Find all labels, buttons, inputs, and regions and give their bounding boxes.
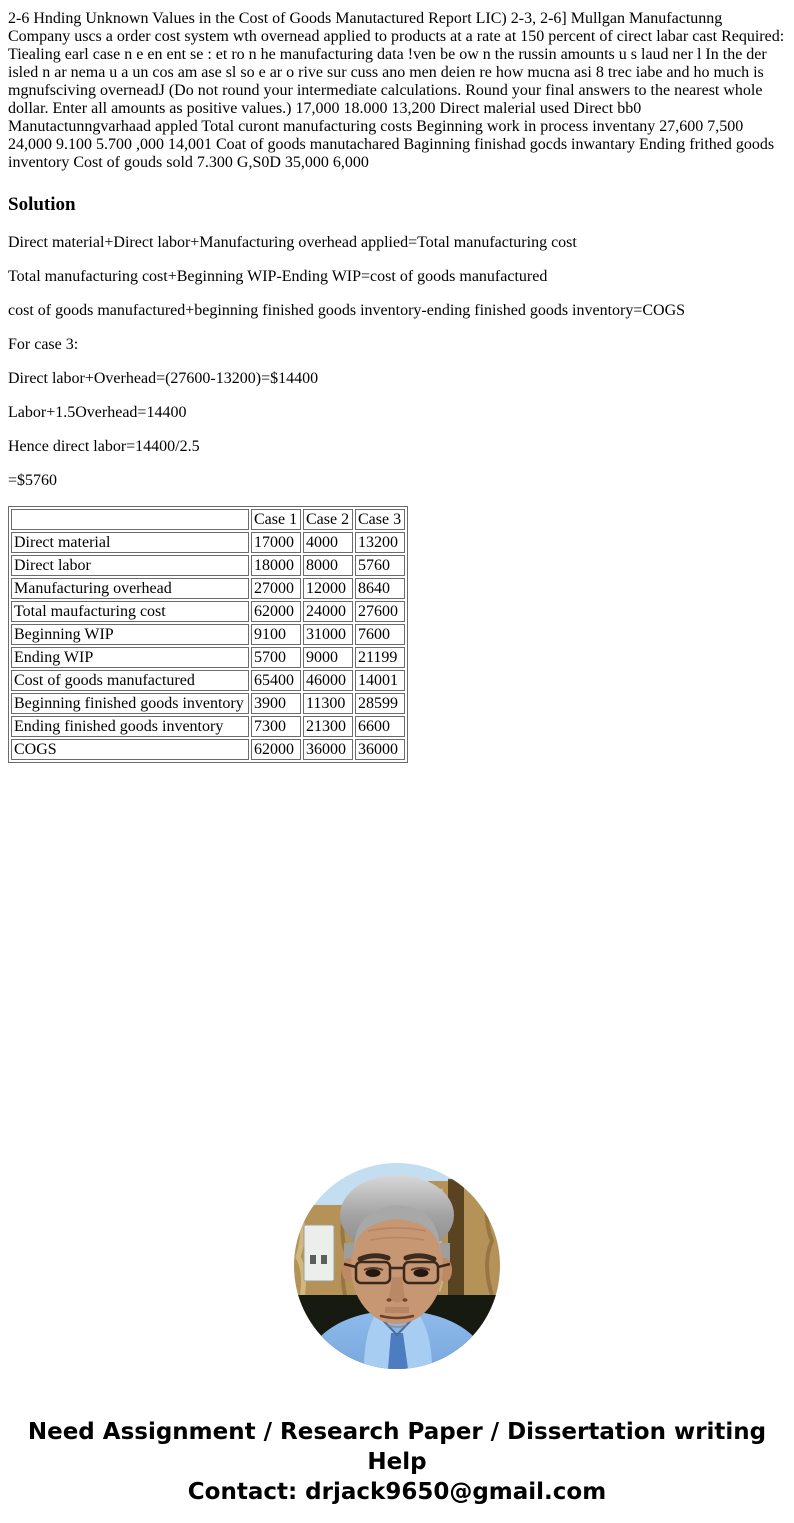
row-label: Ending WIP (11, 647, 249, 668)
row-value: 28599 (355, 693, 405, 714)
solution-line: =$5760 (8, 472, 58, 489)
row-label: Direct labor (11, 555, 249, 576)
row-value: 12000 (303, 578, 353, 599)
table-row (11, 693, 405, 714)
row-value: 17000 (251, 532, 301, 553)
door-frame (448, 1179, 464, 1311)
row-value: 36000 (303, 739, 353, 760)
table-row (11, 624, 405, 645)
profile-photo (294, 1163, 500, 1369)
solution-heading: Solution (8, 194, 76, 215)
row-value: 27600 (355, 601, 405, 622)
table-row (11, 670, 405, 691)
row-value: 65400 (251, 670, 301, 691)
row-value: 7600 (355, 624, 405, 645)
table-header-row (11, 509, 405, 530)
question-text: 2-6 Hnding Unknown Values in the Cost of Goods Manutactured Report LIC) 2-3, 2-6] Mullgan Manufactunng Company uscs a order cost system wth overnead applied to products at a rate at 150 percent of cirect labar cast Required: Tiealing earl case n e en ent se : et ro n he manufacturing data !ven be ow n the russin amounts u s laud ner l In the der isled n ar nema u a un cos am ase sl so e ar o rive sur cuss ano men deien re how mucna asi 8 trec iabe and ho much is mgnufsciving overneadJ (Do not round your intermediate calculations. Round your final answers to the nearest whole dollar. Enter all amounts as positive values.) 17,000 18.000 13,200 Direct malerial used Direct bb0 Manutactunngvarhaad appled Total curont manufacturing costs Beginning work in process inventany 27,600 7,500 24,000 9.100 5.700 ,000 14,001 Coat of goods manutachared Baginning finishad gocds inwantary Ending frithed goods inventory Cost of gouds sold 7.300 G,S0D 35,000 6,000 (8, 10, 785, 171)
row-label: Manufacturing overhead (11, 578, 249, 599)
footer-help-text: Need Assignment / Research Paper / Dissertation writing Help (27, 1419, 767, 1475)
row-value: 6600 (355, 716, 405, 737)
header-case3-cell: Case 3 (355, 509, 405, 530)
cases-table (8, 506, 408, 763)
table-row (11, 647, 405, 668)
row-value: 31000 (303, 624, 353, 645)
header-case2-cell: Case 2 (303, 509, 353, 530)
row-value: 27000 (251, 578, 301, 599)
solution-line: Labor+1.5Overhead=14400 (8, 404, 187, 421)
row-value: 9100 (251, 624, 301, 645)
row-value: 4000 (303, 532, 353, 553)
footer-contact-text: Contact: drjack9650@gmail.com (187, 1479, 607, 1505)
profile-photo-image (294, 1163, 500, 1369)
footer-banner (8, 1417, 786, 1507)
solution-line: For case 3: (8, 336, 79, 353)
row-value: 13200 (355, 532, 405, 553)
row-label: Beginning finished goods inventory (11, 693, 249, 714)
row-value: 5700 (251, 647, 301, 668)
row-value: 9000 (303, 647, 353, 668)
row-value: 62000 (251, 601, 301, 622)
switch-panel (304, 1225, 334, 1281)
header-case1-cell: Case 1 (251, 509, 301, 530)
row-label: Ending finished goods inventory (11, 716, 249, 737)
solution-line: Total manufacturing cost+Beginning WIP-Ending WIP=cost of goods manufactured (8, 268, 548, 285)
row-value: 11300 (303, 693, 353, 714)
row-value: 3900 (251, 693, 301, 714)
row-value: 8000 (303, 555, 353, 576)
row-label: Cost of goods manufactured (11, 670, 249, 691)
row-label: Direct material (11, 532, 249, 553)
row-value: 46000 (303, 670, 353, 691)
row-value: 24000 (303, 601, 353, 622)
row-value: 8640 (355, 578, 405, 599)
header-blank-cell (11, 509, 249, 530)
row-label: Total maufacturing cost (11, 601, 249, 622)
row-value: 7300 (251, 716, 301, 737)
row-value: 21300 (303, 716, 353, 737)
table-row (11, 532, 405, 553)
table-row (11, 739, 405, 760)
row-value: 62000 (251, 739, 301, 760)
row-value: 36000 (355, 739, 405, 760)
solution-line: Direct labor+Overhead=(27600-13200)=$14400 (8, 370, 319, 387)
solution-line: Direct material+Direct labor+Manufacturing overhead applied=Total manufacturing cost (8, 234, 577, 251)
row-value: 21199 (355, 647, 405, 668)
solution-line: Hence direct labor=14400/2.5 (8, 438, 200, 455)
row-label: COGS (11, 739, 249, 760)
row-label: Beginning WIP (11, 624, 249, 645)
row-value: 5760 (355, 555, 405, 576)
table-row (11, 716, 405, 737)
solution-line: cost of goods manufactured+beginning finished goods inventory-ending finished goods inventory=COGS (8, 302, 686, 319)
table-row (11, 601, 405, 622)
table-row (11, 578, 405, 599)
table-row (11, 555, 405, 576)
row-value: 18000 (251, 555, 301, 576)
row-value: 14001 (355, 670, 405, 691)
